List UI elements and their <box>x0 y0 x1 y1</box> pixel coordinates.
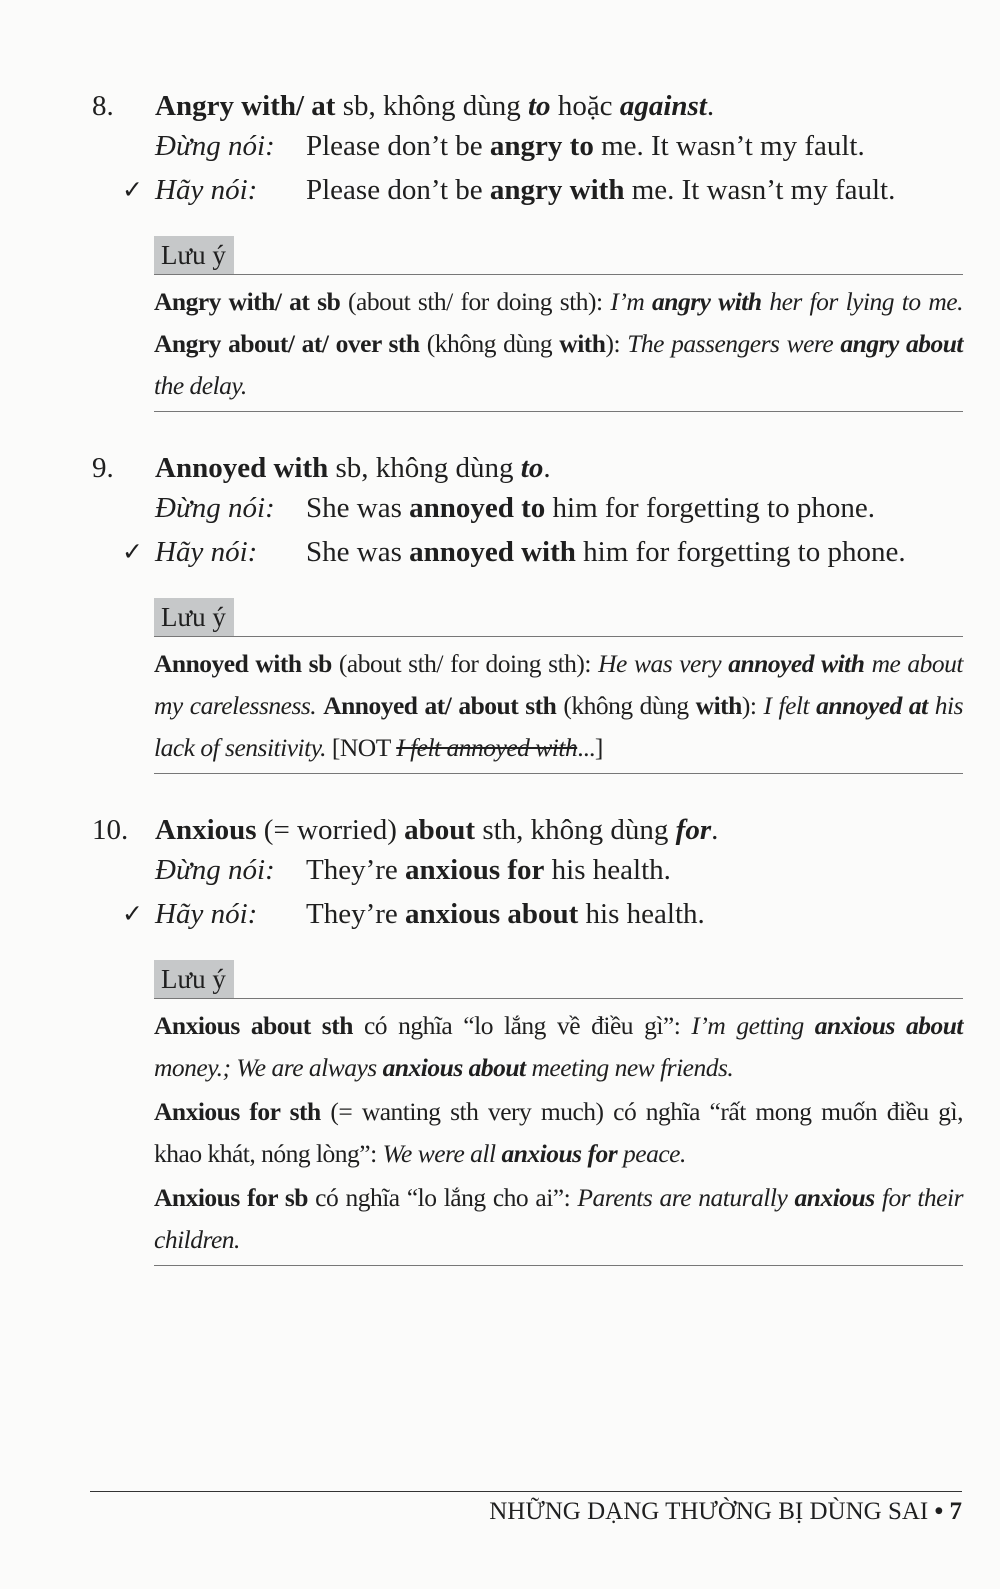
entry-heading <box>92 88 964 128</box>
note-box-10 <box>154 960 963 1266</box>
entry-8 <box>92 88 964 216</box>
page-footer <box>489 1498 962 1526</box>
wrong-example <box>92 852 964 896</box>
right-label: Hãy nói: <box>155 898 258 930</box>
wrong-label: Đừng nói: <box>155 492 275 524</box>
wrong-label: Đừng nói: <box>155 130 275 162</box>
entry-title: Anxious (= worried) about sth, không dùng for. <box>155 814 719 846</box>
checkmark-icon: ✓ <box>122 899 143 928</box>
wrong-sentence: She was annoyed to him for forgetting to phone. <box>306 492 875 524</box>
note-badge: Lưu ý <box>154 960 234 998</box>
entry-title: Annoyed with sb, không dùng to. <box>155 452 551 484</box>
entry-number: 9. <box>92 452 114 484</box>
wrong-example <box>92 128 964 172</box>
note-body <box>154 643 963 769</box>
note-box-9 <box>154 598 963 774</box>
page-number: 7 <box>949 1498 962 1525</box>
wrong-sentence: Please don’t be angry to me. It wasn’t my fault. <box>306 130 865 162</box>
bullet-separator: • <box>934 1498 944 1525</box>
note-badge: Lưu ý <box>154 236 234 274</box>
note-paragraph: Anxious about sth có nghĩa “lo lắng về điều gì”: I’m getting anxious about money.; We are always anxious about meeting new friends. <box>154 1011 963 1082</box>
right-label: Hãy nói: <box>155 536 258 568</box>
note-badge: Lưu ý <box>154 598 234 636</box>
entry-heading <box>92 812 964 852</box>
entry-title: Angry with/ at sb, không dùng to hoặc against. <box>155 90 715 122</box>
note-body <box>154 1005 963 1261</box>
note-paragraph: Anxious for sb có nghĩa “lo lắng cho ai”: Parents are naturally anxious for their children. <box>154 1183 964 1254</box>
right-example <box>92 172 964 216</box>
checkmark-icon: ✓ <box>122 175 143 204</box>
running-title: NHỮNG DẠNG THƯỜNG BỊ DÙNG SAI <box>489 1498 929 1525</box>
entry-heading <box>92 450 964 490</box>
wrong-label: Đừng nói: <box>155 854 275 886</box>
note-body <box>154 281 963 407</box>
note-box-8 <box>154 236 963 412</box>
right-sentence: Please don’t be angry with me. It wasn’t my fault. <box>306 174 896 206</box>
right-example <box>92 896 964 940</box>
right-sentence: She was annoyed with him for forgetting to phone. <box>306 536 906 568</box>
entry-10 <box>92 812 964 940</box>
footer-rule <box>90 1491 962 1492</box>
right-sentence: They’re anxious about his health. <box>306 898 705 930</box>
entry-number: 10. <box>92 814 129 846</box>
note-paragraph: Anxious for sth (= wanting sth very much) có nghĩa “rất mong muốn điều gì, khao khát, nóng lòng”: We were all anxious for peace. <box>154 1097 963 1168</box>
note-paragraph: Angry with/ at sb (about sth/ for doing sth): I’m angry with her for lying to me. Angry about/ at/ over sth (không dùng with): The passengers were angry about the delay. <box>154 287 963 400</box>
wrong-example <box>92 490 964 534</box>
note-paragraph: Annoyed with sb (about sth/ for doing sth): He was very annoyed with me about my carelessness. Annoyed at/ about sth (không dùng with): I felt annoyed at his lack of sensitivity. [NOT I felt annoyed with...] <box>154 649 964 762</box>
right-label: Hãy nói: <box>155 174 258 206</box>
entry-9 <box>92 450 964 578</box>
right-example <box>92 534 964 578</box>
entry-number: 8. <box>92 90 114 122</box>
checkmark-icon: ✓ <box>122 537 143 566</box>
wrong-sentence: They’re anxious for his health. <box>306 854 671 886</box>
